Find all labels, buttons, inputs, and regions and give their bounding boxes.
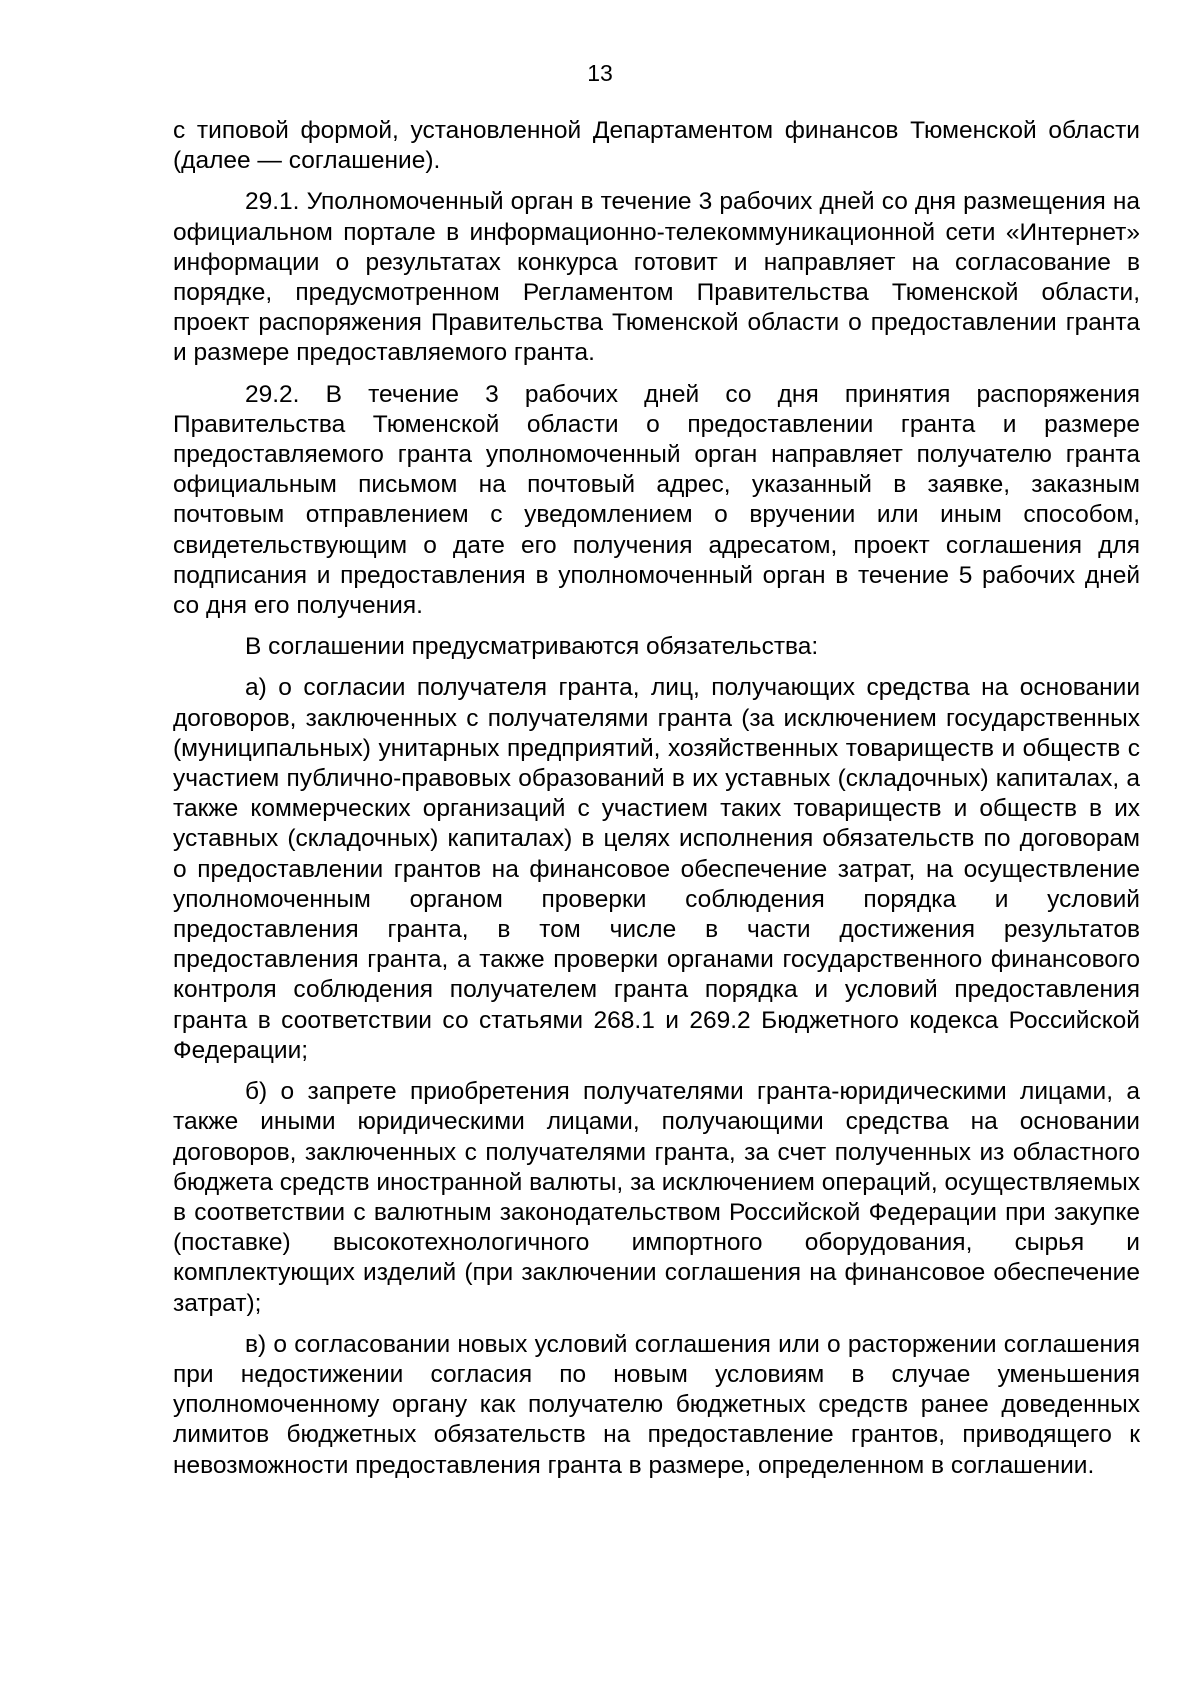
document-body bbox=[173, 116, 1140, 1492]
paragraph-item-v: в) о согласовании новых условий соглашения или о расторжении соглашения при недостижении согласия по новым условиям в случае уменьшения уполномоченному органу как получателю бюджетных средств ранее доведенных лимитов бюджетных обязательств на предоставление грантов, приводящего к невозможности предоставления гранта в размере, определенном в соглашении. bbox=[173, 1330, 1140, 1479]
page-number: 13 bbox=[587, 60, 613, 86]
paragraph-continuation: с типовой формой, установленной Департаментом финансов Тюменской области (далее — соглашение). bbox=[173, 117, 1140, 175]
paragraph-29-1: 29.1. Уполномоченный орган в течение 3 рабочих дней со дня размещения на официальном портале в информационно-телекоммуникационной сети «Интернет» информации о результатах конкурса готовит и направляет на согласование в порядке, предусмотренном Регламентом Правительства Тюменской области, проект распоряжения Правительства Тюменской области о предоставлении гранта и размере предоставляемого гранта. bbox=[173, 188, 1140, 367]
paragraph-29-2: 29.2. В течение 3 рабочих дней со дня принятия распоряжения Правительства Тюменской области о предоставлении гранта и размере предоставляемого гранта уполномоченный орган направляет получателю гранта официальным письмом на почтовый адрес, указанный в заявке, заказным почтовым отправлением с уведомлением о вручении или иным способом, свидетельствующим о дате его получения адресатом, проект соглашения для подписания и предоставления в уполномоченный орган в течение 5 рабочих дней со дня его получения. bbox=[173, 380, 1140, 620]
paragraph-obligations-intro: В соглашении предусматриваются обязательства: bbox=[245, 633, 819, 661]
paragraph-item-a: а) о согласии получателя гранта, лиц, получающих средства на основании договоров, заключенных с получателями гранта (за исключением государственных (муниципальных) унитарных предприятий, хозяйственных товариществ и обществ с участием публично-правовых образований в их уставных (складочных) капиталах, а также коммерческих организаций с участием таких товариществ и обществ в их уставных (складочных) капиталах) в целях исполнения обязательств по договорам о предоставлении грантов на финансовое обеспечение затрат, на осуществление уполномоченным органом проверки соблюдения порядка и условий предоставления гранта, в том числе в части достижения результатов предоставления гранта, а также проверки органами государственного финансового контроля соблюдения получателем гранта порядка и условий предоставления гранта в соответствии со статьями 268.1 и 269.2 Бюджетного кодекса Российской Федерации; bbox=[173, 674, 1140, 1064]
paragraph-item-b: б) о запрете приобретения получателями гранта-юридическими лицами, а также иными юридическими лицами, получающими средства на основании договоров, заключенных с получателями гранта, за счет полученных из областного бюджета средств иностранной валюты, за исключением операций, осуществляемых в соответствии с валютным законодательством Российской Федерации при закупке (поставке) высокотехнологичного импортного оборудования, сырья и комплектующих изделий (при заключении соглашения на финансовое обеспечение затрат); bbox=[173, 1078, 1140, 1317]
